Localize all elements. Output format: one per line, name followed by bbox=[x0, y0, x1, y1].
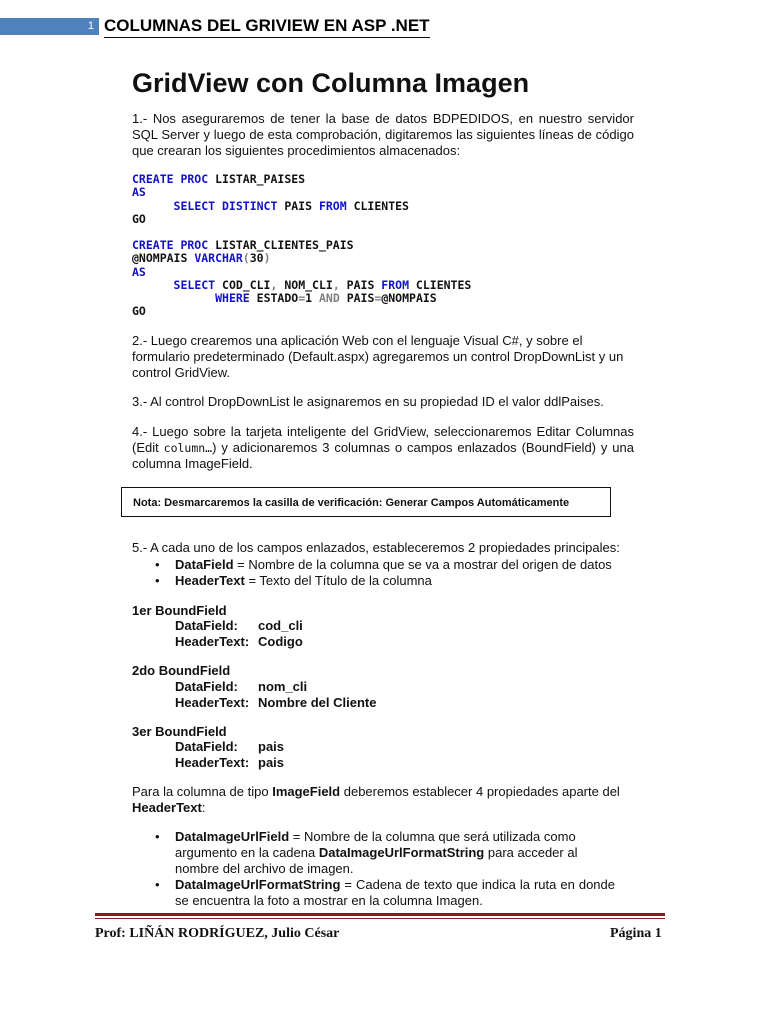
list-item-term: DataField bbox=[175, 557, 234, 572]
list-item bbox=[155, 877, 615, 909]
code-text: NOM_CLI bbox=[277, 277, 333, 292]
text: deberemos establecer 4 propiedades aparte del bbox=[340, 784, 620, 799]
code-keyword: CREATE PROC bbox=[132, 238, 209, 252]
boundfield-3-headertext bbox=[175, 755, 284, 771]
step-5-paragraph: 5.- A cada uno de los campos enlazados, estableceremos 2 propiedades principales: bbox=[132, 540, 620, 555]
list-item-term: HeaderText bbox=[175, 573, 245, 588]
code-number: 30 bbox=[249, 251, 264, 266]
code-keyword: FROM bbox=[381, 277, 409, 292]
boundfield-3-datafield bbox=[175, 739, 284, 755]
header-title: COLUMNAS DEL GRIVIEW EN ASP .NET bbox=[104, 15, 430, 38]
page-number-badge: 1 bbox=[0, 18, 99, 35]
list-item bbox=[155, 829, 615, 877]
step-2-paragraph: 2.- Luego crearemos una aplicación Web con el lenguaje Visual C#, y sobre el formulario predeterminado (Default.aspx) agregaremos un control DropDownList y un control GridView. bbox=[132, 333, 624, 380]
code-text: LISTAR_CLIENTES_PAIS bbox=[208, 238, 354, 252]
code-keyword: AS bbox=[132, 185, 146, 200]
bullet-icon: • bbox=[155, 829, 160, 844]
list-item-text: = Texto del Título de la columna bbox=[244, 573, 432, 588]
code-text: PAIS bbox=[277, 198, 319, 213]
bullet-icon: • bbox=[155, 877, 160, 892]
field-value: Nombre del Cliente bbox=[258, 695, 377, 710]
bullet-icon: • bbox=[155, 573, 160, 588]
boundfield-1-datafield bbox=[175, 618, 303, 634]
code-block bbox=[132, 173, 409, 226]
term: ImageField bbox=[272, 784, 341, 799]
code-number: 1 bbox=[305, 291, 319, 306]
footer-rule-thin bbox=[95, 918, 665, 919]
code-punct: ) bbox=[263, 251, 271, 266]
term: HeaderText bbox=[132, 800, 202, 815]
code-block-2 bbox=[132, 239, 471, 319]
page-heading: GridView con Columna Imagen bbox=[132, 68, 530, 98]
boundfield-2-title: 2do BoundField bbox=[132, 663, 231, 678]
code-text: @NOMPAIS bbox=[132, 251, 195, 266]
code-punct: , bbox=[332, 277, 340, 292]
code-text: @NOMPAIS bbox=[381, 291, 437, 306]
field-key: DataField: bbox=[175, 618, 238, 633]
field-key: HeaderText: bbox=[175, 755, 250, 770]
code-keyword: SELECT DISTINCT bbox=[173, 198, 278, 213]
code-punct: = bbox=[374, 291, 382, 306]
code-text: PAIS bbox=[339, 291, 375, 306]
list-item-text: = Cadena de texto que indica la ruta en donde se encuentra la foto a mostrar en la columna Imagen. bbox=[175, 877, 615, 908]
footer-page-number: Página 1 bbox=[610, 926, 662, 941]
code-keyword: CREATE PROC bbox=[132, 172, 209, 186]
code-text: CLIENTES bbox=[346, 198, 409, 213]
imagefield-paragraph bbox=[132, 784, 634, 816]
code-keyword: SELECT bbox=[173, 277, 216, 292]
step-4-code: column… bbox=[163, 441, 213, 455]
field-value: pais bbox=[258, 739, 285, 754]
list-item-text: para acceder al nombre del archivo de imagen. bbox=[175, 845, 578, 876]
field-key: HeaderText: bbox=[175, 634, 250, 649]
text: : bbox=[201, 800, 206, 815]
step-4-paragraph bbox=[132, 424, 634, 472]
boundfield-1-headertext bbox=[175, 634, 303, 650]
code-keyword: VARCHAR bbox=[194, 251, 243, 266]
text: Para la columna de tipo bbox=[132, 784, 273, 799]
list-item-term: DataImageUrlFormatString bbox=[318, 845, 485, 860]
list-item bbox=[155, 557, 635, 573]
boundfield-3-title: 3er BoundField bbox=[132, 724, 227, 739]
step-4-text-end: ) y adicionaremos 3 columnas o campos enlazados (BoundField) y una columna ImageField. bbox=[132, 440, 634, 471]
code-text: GO bbox=[132, 304, 146, 319]
code-text: COD_CLI bbox=[215, 277, 271, 292]
imagefield-properties-list bbox=[155, 829, 615, 909]
list-item bbox=[155, 573, 635, 589]
code-punct: ( bbox=[242, 251, 250, 266]
code-punct: = bbox=[298, 291, 306, 306]
code-text: ESTADO bbox=[249, 291, 299, 306]
field-value: nom_cli bbox=[258, 679, 308, 694]
boundfield-1-title: 1er BoundField bbox=[132, 603, 227, 618]
step-3-paragraph: 3.- Al control DropDownList le asignaremos en su propiedad ID el valor ddlPaises. bbox=[132, 394, 604, 409]
code-keyword: FROM bbox=[318, 198, 347, 213]
field-key: HeaderText: bbox=[175, 695, 250, 710]
bound-field-properties-list bbox=[155, 557, 635, 589]
list-item-text: = Nombre de la columna que se va a mostrar del origen de datos bbox=[233, 557, 612, 572]
code-text: LISTAR_PAISES bbox=[208, 172, 306, 186]
code-keyword-and: AND bbox=[318, 291, 340, 306]
code-text: CLIENTES bbox=[409, 277, 472, 292]
code-text: PAIS bbox=[339, 277, 382, 292]
boundfield-2-headertext bbox=[175, 695, 376, 711]
boundfield-2-datafield bbox=[175, 679, 307, 695]
field-value: Codigo bbox=[258, 634, 303, 649]
note-box: Nota: Desmarcaremos la casilla de verificación: Generar Campos Automáticamente bbox=[121, 487, 611, 517]
bullet-icon: • bbox=[155, 557, 160, 572]
field-value: cod_cli bbox=[258, 618, 303, 633]
field-key: DataField: bbox=[175, 679, 238, 694]
code-text: GO bbox=[132, 211, 146, 226]
list-item-text: = Nombre de la columna que será utilizada como argumento en la cadena bbox=[175, 829, 576, 860]
step-4-text: 4.- Luego sobre la tarjeta inteligente del GridView, seleccionaremos Editar Columnas (Edit bbox=[132, 424, 634, 455]
code-punct: , bbox=[270, 277, 278, 292]
footer-rule bbox=[95, 913, 665, 916]
code-keyword: WHERE bbox=[215, 291, 250, 306]
footer-author: Prof: LIÑÁN RODRÍGUEZ, Julio César bbox=[95, 926, 340, 941]
code-keyword: AS bbox=[132, 264, 146, 279]
step-1-paragraph: 1.- Nos aseguraremos de tener la base de datos BDPEDIDOS, en nuestro servidor SQL Server y luego de esta comprobación, digitaremos las siguientes líneas de código que crearan los siguientes procedimientos almacenados: bbox=[132, 111, 634, 158]
list-item-term: DataImageUrlField bbox=[175, 829, 290, 844]
list-item-term: DataImageUrlFormatString bbox=[175, 877, 341, 892]
field-value: pais bbox=[258, 755, 285, 770]
field-key: DataField: bbox=[175, 739, 238, 754]
